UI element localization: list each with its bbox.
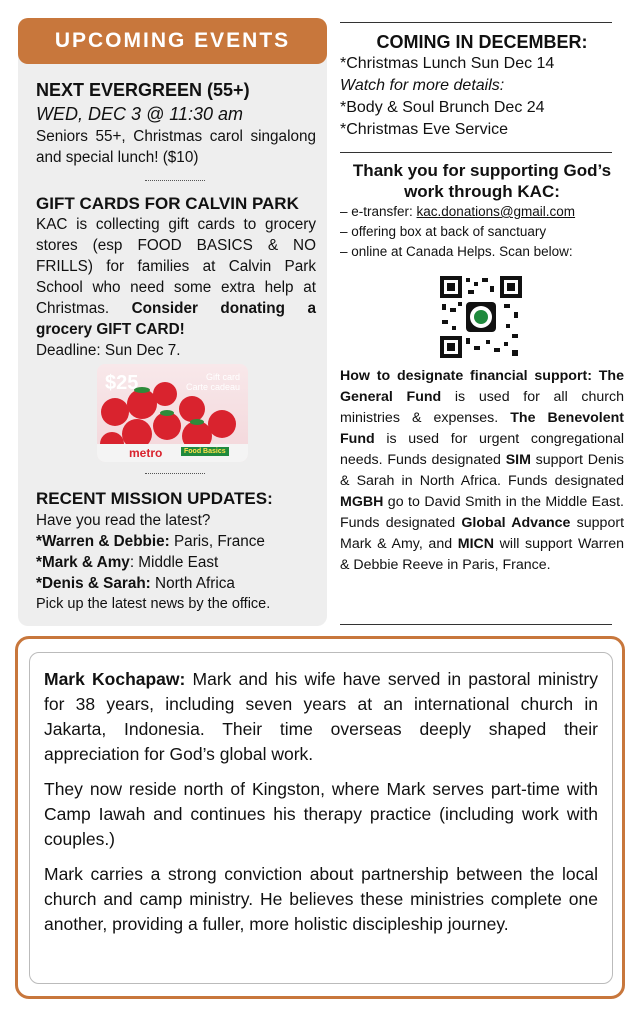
- mission-item: *Denis & Sarah: North Africa: [36, 575, 235, 592]
- bio-paragraph: They now reside north of Kingston, where Mark serves part-time with Camp Iawah and continues his therapy practice (including work with couples.): [44, 779, 598, 849]
- metro-logo: metro: [129, 446, 163, 460]
- bio-box: [29, 652, 613, 984]
- mission-item: *Mark & Amy: Middle East: [36, 554, 219, 571]
- card-label: Gift card Carte cadeau: [185, 372, 240, 392]
- mission-item: *Warren & Debbie: Paris, France: [36, 533, 265, 550]
- etransfer-email-link[interactable]: kac.donations@gmail.com: [416, 204, 576, 219]
- evergreen-title: NEXT EVERGREEN (55+): [36, 80, 250, 100]
- missions-section: [36, 489, 316, 615]
- december-watch: Watch for more details:: [340, 77, 505, 94]
- bio-paragraph: Mark Kochapaw: Mark and his wife have served in pastoral ministry for 38 years, including seven years at an international church in Jakarta, Indonesia. Their time overseas deeply shaped their appreciation for God’s global work.: [44, 669, 598, 764]
- thanks-title: Thank you for supporting God’s work through KAC:: [352, 161, 612, 201]
- giftcards-body: KAC is collecting gift cards to grocery stores (esp FOOD BASICS & NO FRILLS) for families at Calvin Park School who need some extra help at Christmas. Consider donating a grocery GIFT CARD!: [36, 216, 317, 338]
- divider: [340, 624, 612, 625]
- divider: [145, 180, 205, 181]
- divider: [340, 22, 612, 23]
- giftcards-cta: Consider donating a grocery GIFT CARD!: [36, 300, 317, 338]
- funds-section: [340, 366, 624, 576]
- missions-outro: Pick up the latest news by the office.: [36, 596, 271, 612]
- december-section: [340, 32, 624, 141]
- offering-line: – offering box at back of sanctuary: [340, 224, 547, 239]
- divider: [340, 152, 612, 153]
- missions-intro: Have you read the latest?: [36, 512, 211, 529]
- december-item: *Christmas Lunch Sun Dec 14: [340, 55, 555, 72]
- giftcards-title: GIFT CARDS FOR CALVIN PARK: [36, 194, 299, 213]
- giftcards-deadline: Deadline: Sun Dec 7.: [36, 342, 181, 359]
- evergreen-desc: Seniors 55+, Christmas carol singalong and special lunch! ($10): [36, 128, 316, 166]
- online-line: – online at Canada Helps. Scan below:: [340, 244, 573, 259]
- december-item: *Christmas Eve Service: [340, 121, 509, 138]
- december-item: *Body & Soul Brunch Dec 24: [340, 99, 545, 116]
- food-basics-logo: Food Basics: [181, 447, 229, 456]
- bio-paragraph: Mark carries a strong conviction about partnership between the local church and camp ministry. He believes these ministries complete one another, providing a fuller, more holistic discipleship journey.: [44, 864, 598, 934]
- card-value: $25: [105, 372, 139, 394]
- gift-card-image: [97, 364, 248, 462]
- giftcards-section: [36, 194, 316, 361]
- bio-name: Mark Kochapaw:: [44, 669, 186, 689]
- qr-code-icon[interactable]: [440, 276, 522, 358]
- thanks-section: [340, 160, 624, 262]
- card-footer: [97, 444, 248, 462]
- evergreen-when: WED, DEC 3 @ 11:30 am: [36, 104, 243, 124]
- december-title: COMING IN DECEMBER:: [376, 32, 588, 52]
- evergreen-section: [36, 80, 316, 168]
- funds-text: How to designate financial support: The General Fund is used for all church ministries & expenses. The Benevolent Fund is used for urgent congregational needs. Funds designated SIM support Denis & Sarah in North Africa. Funds designated MGBH go to David Smith in the Middle East. Funds designated Global Advance support Mark & Amy, and MICN will support Warren & Debbie Reeve in Paris, France.: [340, 368, 625, 573]
- upcoming-events-banner: UPCOMING EVENTS: [18, 18, 327, 64]
- missions-title: RECENT MISSION UPDATES:: [36, 489, 273, 508]
- etransfer-line: – e-transfer: kac.donations@gmail.com: [340, 204, 576, 219]
- divider: [145, 473, 205, 474]
